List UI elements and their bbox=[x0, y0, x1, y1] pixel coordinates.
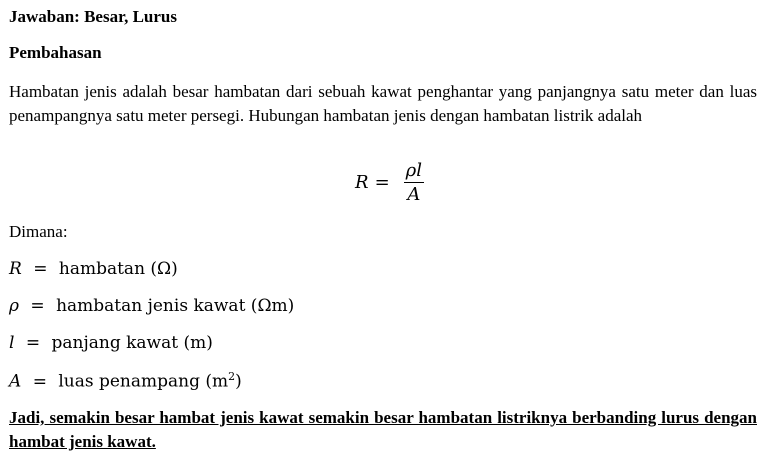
definition-suffix: ) bbox=[235, 371, 242, 392]
definition-rho bbox=[9, 296, 294, 316]
answer-heading: Jawaban: Besar, Lurus bbox=[9, 7, 177, 26]
definition-symbol: ρ bbox=[9, 296, 19, 316]
formula-numerator: ρl bbox=[405, 160, 422, 181]
definition-symbol: A bbox=[9, 371, 22, 392]
definition-A bbox=[9, 370, 242, 392]
conclusion: Jadi, semakin besar hambat jenis kawat semakin besar hambatan listriknya berbanding lurus dengan hambat jenis kawat. bbox=[9, 408, 757, 451]
definition-equals: = bbox=[30, 296, 45, 316]
resistance-formula bbox=[355, 160, 424, 205]
where-label: Dimana: bbox=[9, 222, 68, 241]
definition-R bbox=[9, 259, 178, 279]
definition-description: hambatan jenis kawat (Ωm) bbox=[56, 296, 295, 316]
definition-description: hambatan (Ω) bbox=[58, 259, 178, 279]
formula-denominator: A bbox=[407, 184, 421, 205]
definition-description: luas penampang (m bbox=[58, 371, 229, 392]
definition-l bbox=[9, 333, 213, 353]
definition-equals: = bbox=[33, 259, 48, 279]
definition-description: panjang kawat (m) bbox=[51, 333, 213, 353]
explanation-paragraph: Hambatan jenis adalah besar hambatan dari sebuah kawat penghantar yang panjangnya satu meter dan luas penampangnya satu meter persegi. Hubungan hambatan jenis dengan hambatan listrik adalah bbox=[9, 82, 757, 125]
definition-equals: = bbox=[32, 371, 47, 392]
definition-equals: = bbox=[25, 333, 41, 353]
definition-symbol: R bbox=[9, 259, 22, 279]
formula-lhs: R bbox=[355, 172, 369, 193]
definition-symbol: l bbox=[9, 333, 15, 353]
definition-superscript: 2 bbox=[228, 370, 236, 383]
explanation-heading: Pembahasan bbox=[9, 43, 102, 62]
formula-fraction bbox=[404, 160, 424, 205]
formula-equals: = bbox=[374, 172, 390, 193]
